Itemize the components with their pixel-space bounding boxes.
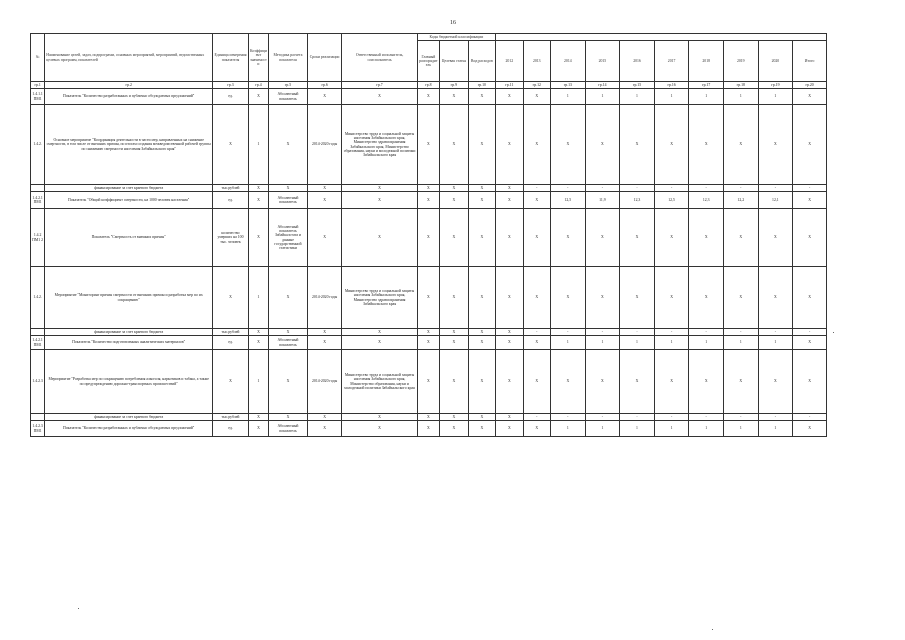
row-year-value: X [585,105,620,185]
row-budget-code: X [440,336,468,350]
row-year-value: 1 [654,421,689,437]
row-number: 1.4.2.1 ПМ1 [31,336,45,350]
row-unit: ед. [213,421,249,437]
row-year-value: 12,5 [654,192,689,209]
row-budget-code: X [468,192,496,209]
row-year-value: X [793,421,827,437]
header-year: 2015 [585,41,620,82]
row-budget-code: X [417,414,439,421]
row-year-value: - [793,185,827,192]
row-year-value: - [523,185,550,192]
row-number: 1.4.2. [31,105,45,185]
row-budget-code: X [440,209,468,267]
row-coef: X [248,414,268,421]
row-method: X [269,185,308,192]
row-term: 2014-2020 годы [307,105,342,185]
row-method: X [269,350,308,414]
header-budget-group: Коды бюджетной классификации [417,34,495,41]
row-year-value: X [793,267,827,329]
row-year-value: - [585,185,620,192]
row-year-value: - [723,329,758,336]
gr-number: гр.14 [585,82,620,89]
row-responsible: X [342,209,417,267]
row-year-value: 1 [620,336,655,350]
row-responsible: X [342,329,417,336]
table-row [31,336,827,350]
row-year-value: 1 [723,336,758,350]
row-method: X [269,267,308,329]
row-year-value: - [654,414,689,421]
row-unit: X [213,350,249,414]
gr-number: гр.16 [654,82,689,89]
row-year-value: - [551,185,586,192]
gr-number: гр.17 [689,82,724,89]
gr-number: гр.9 [440,82,468,89]
row-term: 2014-2020 годы [307,350,342,414]
table-row [31,421,827,437]
row-year-value: X [654,267,689,329]
gr-number: гр.7 [342,82,417,89]
row-budget-code: X [417,192,439,209]
gr-number: гр.3 [213,82,249,89]
row-year-value: X [654,209,689,267]
row-name: Показатель "Количество разработанных и публично обсуждаемых предложений" [45,421,213,437]
row-coef: X [248,209,268,267]
row-unit: ед. [213,336,249,350]
row-coef: 1 [248,105,268,185]
header-year: 2020 [758,41,793,82]
row-budget-code: X [468,421,496,437]
row-year-value: X [523,209,550,267]
row-year-value: X [523,89,550,105]
row-year-value: 12,3 [620,192,655,209]
gr-number: гр.13 [551,82,586,89]
row-year-value: - [654,185,689,192]
row-year-value: X [723,105,758,185]
row-year-value: X [585,209,620,267]
row-budget-code: X [468,329,496,336]
row-responsible: Министерство труда и социальной защиты населения Забайкальского края, Министерство здравоохранения Забайкальского края [342,267,417,329]
row-unit: тыс.рублей [213,185,249,192]
header-budget-col: Целевая статья [440,41,468,82]
header-name: Наименование целей, задач, подпрограмм, основных мероприятий, мероприятий, ведомственных целевых программ, показателей [45,34,213,82]
row-year-value: - [689,185,724,192]
header-years-group [496,34,827,41]
row-year-value: X [496,350,523,414]
row-unit: ед. [213,192,249,209]
scan-speck [78,608,79,609]
row-name: финансирование за счет краевого бюджета [45,414,213,421]
row-budget-code: X [440,267,468,329]
row-year-value: 1 [689,89,724,105]
row-year-value: X [793,209,827,267]
row-year-value: X [551,267,586,329]
header-year: 2019 [723,41,758,82]
row-year-value: 1 [620,421,655,437]
row-number: 1.4.2.1 ПМ1 [31,192,45,209]
row-year-value: X [496,329,523,336]
row-year-value: 1 [758,421,793,437]
header-year: 2014 [551,41,586,82]
row-name: Мероприятие "Мониторинг причин смертности от внешних причин и разработка мер по их сокращению" [45,267,213,329]
row-method: Абсолютный показатель [269,89,308,105]
row-year-value: 1 [654,89,689,105]
row-budget-code: X [417,421,439,437]
row-method: Абсолютный показатель [269,421,308,437]
row-year-value: X [654,350,689,414]
gr-number: гр.20 [793,82,827,89]
row-year-value: X [689,105,724,185]
row-year-value: X [689,267,724,329]
header-year: 2018 [689,41,724,82]
row-year-value: - [758,329,793,336]
row-term: X [307,185,342,192]
row-budget-code: X [440,329,468,336]
row-coef: 1 [248,350,268,414]
row-year-value: 12,3 [689,192,724,209]
row-year-value: X [523,192,550,209]
row-year-value: X [689,350,724,414]
gr-number: гр.5 [269,82,308,89]
row-number: 1.4.1.1 ПМ1 [31,89,45,105]
row-year-value: X [496,336,523,350]
row-year-value: X [496,209,523,267]
row-budget-code: X [440,192,468,209]
row-method: Абсолютный показатель [269,336,308,350]
table-row [31,267,827,329]
row-year-value: X [496,89,523,105]
row-responsible: X [342,336,417,350]
gr-number: гр.2 [45,82,213,89]
row-year-value: X [496,267,523,329]
row-year-value: X [793,336,827,350]
table-row [31,192,827,209]
table-row [31,414,827,421]
row-budget-code: X [468,185,496,192]
row-year-value: X [758,105,793,185]
row-unit: количество умерших на 100 тыс. человек [213,209,249,267]
row-unit: X [213,105,249,185]
row-year-value: - [689,329,724,336]
row-responsible: Министерство труда и социальной защиты населения Забайкальского края, Министерство образования, науки и молодежной политики Забайкальского края [342,350,417,414]
row-year-value: 12,2 [723,192,758,209]
row-coef: X [248,329,268,336]
header-budget-col: Главный распорядитель [417,41,439,82]
row-year-value: X [551,105,586,185]
header-year: 2012 [496,41,523,82]
row-number: 1.4.2. [31,267,45,329]
row-year-value: X [620,105,655,185]
row-year-value: X [523,336,550,350]
row-year-value: 1 [723,421,758,437]
row-year-value: 1 [654,336,689,350]
row-year-value: X [523,350,550,414]
row-budget-code: X [468,336,496,350]
row-year-value: X [758,209,793,267]
header-responsible: Ответственный исполнитель, соисполнитель [342,34,417,82]
row-year-value: X [496,185,523,192]
row-budget-code: X [440,185,468,192]
row-term: X [307,209,342,267]
table-row [31,185,827,192]
row-name: Основное мероприятие "Координация деятельности в части мер, направленных на снижение смертности, в том числе от внешних причин, по итогам создания межведомственной рабочей группы по снижению смертности населения Забайкальского края" [45,105,213,185]
row-budget-code: X [440,414,468,421]
row-year-value: - [523,414,550,421]
header-term: Сроки реализации [307,34,342,82]
table-row [31,350,827,414]
gr-number: гр.10 [468,82,496,89]
row-budget-code: X [417,329,439,336]
row-name: Показатель "Количество подготовленных аналитических материалов" [45,336,213,350]
row-year-value: - [585,414,620,421]
gr-number: гр.6 [307,82,342,89]
row-year-value: X [496,105,523,185]
gr-number: гр.1 [31,82,45,89]
program-table [30,33,827,437]
row-year-value: 1 [723,89,758,105]
row-year-value: - [758,414,793,421]
scan-speck [712,629,713,630]
row-unit: тыс.рублей [213,414,249,421]
row-year-value: X [551,209,586,267]
row-method: X [269,105,308,185]
row-budget-code: X [440,350,468,414]
row-year-value: - [723,414,758,421]
row-year-value: X [758,350,793,414]
row-year-value: 12,5 [551,192,586,209]
row-term: X [307,329,342,336]
row-name: Показатель "Смертность от внешних причин" [45,209,213,267]
header-method: Методика расчета показателя [269,34,308,82]
row-budget-code: X [440,89,468,105]
row-budget-code: X [468,267,496,329]
row-budget-code: X [440,105,468,185]
row-method: Абсолютный показатель [269,192,308,209]
row-year-value: 1 [758,89,793,105]
row-budget-code: X [417,267,439,329]
row-year-value: X [758,267,793,329]
header-year: Итого [793,41,827,82]
row-number: 1.4.2 ПМ1 2 [31,209,45,267]
row-year-value: X [793,192,827,209]
row-year-value: 1 [585,89,620,105]
table-row [31,105,827,185]
row-year-value: X [723,350,758,414]
row-year-value: 1 [551,336,586,350]
row-year-value: - [585,329,620,336]
row-year-value: X [523,267,550,329]
row-budget-code: X [468,414,496,421]
row-coef: X [248,89,268,105]
row-coef: X [248,336,268,350]
gr-number: гр.12 [523,82,550,89]
row-year-value: X [723,209,758,267]
row-year-value: X [620,209,655,267]
row-year-value: - [793,414,827,421]
header-year: 2017 [654,41,689,82]
row-term: X [307,421,342,437]
table-row [31,209,827,267]
row-year-value: 12,1 [758,192,793,209]
row-term: 2014-2020 годы [307,267,342,329]
row-term: X [307,89,342,105]
row-year-value: X [496,192,523,209]
row-year-value: X [523,105,550,185]
row-responsible: X [342,185,417,192]
row-year-value: 1 [689,336,724,350]
row-year-value: X [620,267,655,329]
header-year: 2013 [523,41,550,82]
row-responsible: X [342,192,417,209]
row-year-value: 11,9 [585,192,620,209]
row-unit: ед. [213,89,249,105]
row-name: Показатель "Количество разработанных и публично обсуждаемых предложений" [45,89,213,105]
row-responsible: Министерство труда и социальной защиты населения Забайкальского края, Министерство здравоохранения Забайкальского края, Министерство образования, науки и молодежной политики Забайкальского края [342,105,417,185]
row-budget-code: X [468,105,496,185]
row-number: 1.4.2.3 ПМ1 [31,421,45,437]
row-year-value: X [793,105,827,185]
row-number [31,414,45,421]
row-year-value: - [620,329,655,336]
header-year: 2016 [620,41,655,82]
row-year-value: 1 [758,336,793,350]
gr-number: гр.11 [496,82,523,89]
row-term: X [307,192,342,209]
row-number [31,329,45,336]
row-year-value: 1 [585,421,620,437]
row-year-value: - [620,185,655,192]
row-year-value: X [523,421,550,437]
row-method: X [269,414,308,421]
row-year-value: X [551,350,586,414]
row-year-value: - [551,329,586,336]
row-year-value: X [620,350,655,414]
row-name: Показатель "Общий коэффициент смертности, на 1000 человек населения" [45,192,213,209]
row-year-value: X [585,267,620,329]
row-year-value: X [496,421,523,437]
row-budget-code: X [417,89,439,105]
row-budget-code: X [417,350,439,414]
gr-number: гр.18 [723,82,758,89]
row-year-value: X [654,105,689,185]
header-coef: Коэффициент значимости [248,34,268,82]
row-year-value: X [496,414,523,421]
gr-number: гр.4 [248,82,268,89]
row-budget-code: X [440,421,468,437]
header-num: № [31,34,45,82]
row-budget-code: X [417,185,439,192]
scan-speck [833,332,834,333]
row-responsible: X [342,414,417,421]
row-number: 1.4.2.3 [31,350,45,414]
row-responsible: X [342,421,417,437]
row-budget-code: X [417,336,439,350]
row-coef: X [248,421,268,437]
gr-number: гр.19 [758,82,793,89]
row-year-value: 1 [689,421,724,437]
row-year-value: - [654,329,689,336]
row-year-value: - [793,329,827,336]
row-name: финансирование за счет краевого бюджета [45,185,213,192]
row-year-value: - [758,185,793,192]
row-year-value: - [723,185,758,192]
gr-number: гр.8 [417,82,439,89]
row-term: X [307,414,342,421]
row-year-value: X [793,89,827,105]
row-budget-code: X [417,209,439,267]
row-budget-code: X [468,350,496,414]
row-budget-code: X [468,89,496,105]
gr-number: гр.15 [620,82,655,89]
row-term: X [307,336,342,350]
row-year-value: X [793,350,827,414]
row-year-value: - [689,414,724,421]
row-budget-code: X [417,105,439,185]
row-responsible: X [342,89,417,105]
row-coef: 1 [248,267,268,329]
header-budget-col: Вид расходов [468,41,496,82]
row-coef: X [248,185,268,192]
row-year-value: 1 [551,89,586,105]
row-unit: тыс.рублей [213,329,249,336]
row-year-value: 1 [585,336,620,350]
row-year-value: X [723,267,758,329]
row-year-value: 1 [620,89,655,105]
row-year-value: X [585,350,620,414]
row-number [31,185,45,192]
table-row [31,329,827,336]
row-year-value: 1 [551,421,586,437]
row-year-value: X [689,209,724,267]
header-unit: Единица измерения показателя [213,34,249,82]
row-method: Абсолютный показатель Забайкалстата и данные государственной статистики [269,209,308,267]
table-row [31,89,827,105]
row-name: финансирование за счет краевого бюджета [45,329,213,336]
row-year-value: - [620,414,655,421]
row-name: Мероприятие "Разработка мер по сокращению потребления алкоголя, наркотиков и табака, а также по предупреждению дорожно-транспортных происшествий" [45,350,213,414]
page-number: 16 [450,20,456,26]
row-coef: X [248,192,268,209]
row-method: X [269,329,308,336]
row-year-value: - [523,329,550,336]
row-year-value: - [551,414,586,421]
row-budget-code: X [468,209,496,267]
row-unit: X [213,267,249,329]
